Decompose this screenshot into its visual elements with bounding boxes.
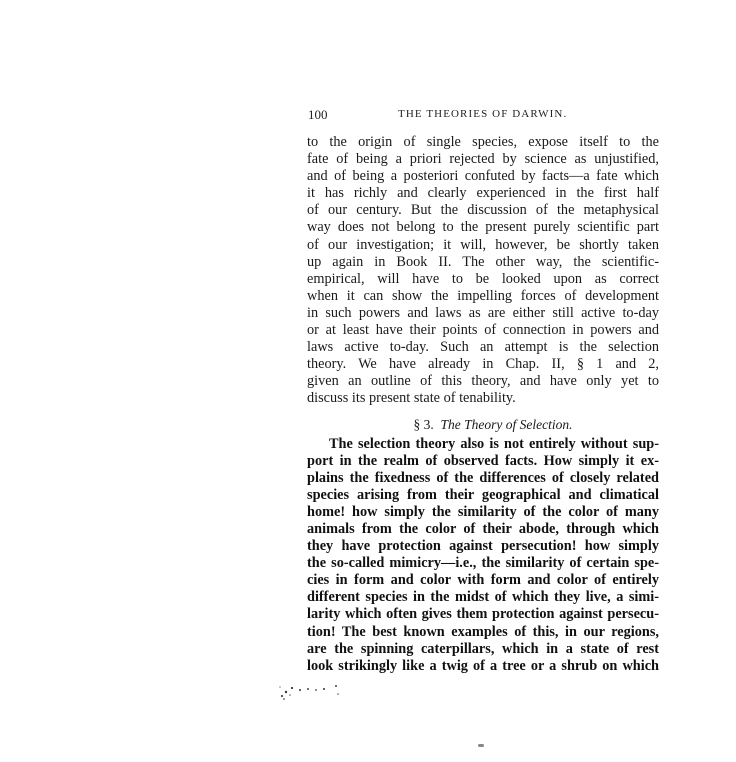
- text-line: cies in form and color with form and color of entirely: [307, 572, 659, 589]
- body-text: [307, 134, 659, 675]
- section-title: The Theory of Selection.: [440, 416, 573, 432]
- text-line: tion! The best known examples of this, in our regions,: [307, 623, 659, 640]
- paragraph-1: [307, 134, 659, 408]
- section-number: § 3.: [413, 416, 434, 432]
- text-line: port in the realm of observed facts. How simply it ex-: [307, 452, 659, 469]
- text-line: different species in the midst of which they live, a simi-: [307, 589, 659, 606]
- text-line: the so-called mimicry—i.e., the similarity of certain spe-: [307, 555, 659, 572]
- text-line: to the origin of single species, expose itself to the: [307, 134, 659, 150]
- text-line: it has richly and clearly experienced in the first half: [307, 185, 659, 202]
- running-title: THE THEORIES OF DARWIN.: [398, 108, 568, 120]
- text-line: species arising from their geographical and climatical: [307, 486, 659, 503]
- text-line: look strikingly like a twig of a tree or a shrub on which: [307, 657, 659, 674]
- text-line: and of being a posteriori confuted by facts—a fate which: [307, 168, 659, 185]
- text-line: are the spinning caterpillars, which in a state of rest: [307, 640, 659, 657]
- text-line: larity which often gives them protection against persecu-: [307, 606, 659, 623]
- section-heading: [307, 413, 659, 435]
- text-line: plains the fixedness of the differences of closely related: [307, 469, 659, 486]
- text-line: or at least have their points of connection in powers and: [307, 322, 659, 339]
- paragraph-2: [307, 436, 659, 675]
- text-line: of our century. But the discussion of the metaphysical: [307, 202, 659, 219]
- text-line: when it can show the impelling forces of development: [307, 287, 659, 304]
- text-line: laws active to-day. Such an attempt is the selection: [307, 339, 659, 356]
- scan-smudge: [478, 744, 484, 747]
- text-line: they have protection against persecution! how simply: [307, 538, 659, 555]
- text-line: fate of being a priori rejected by science as unjustified,: [307, 151, 659, 168]
- text-line: home! how simply the similarity of the color of many: [307, 503, 659, 520]
- text-line: up again in Book II. The other way, the scientific-: [307, 253, 659, 270]
- text-line: in such powers and laws as are either still active to-day: [307, 304, 659, 321]
- text-line: The selection theory also is not entirely without sup-: [329, 435, 659, 452]
- text-line: animals from the color of their abode, through which: [307, 520, 659, 537]
- text-line: empirical, will have to be looked upon as correct: [307, 270, 659, 287]
- text-line: of our investigation; it will, however, be shortly taken: [307, 236, 659, 253]
- page-number: 100: [308, 107, 328, 122]
- text-line: theory. We have already in Chap. II, § 1 and 2,: [307, 356, 659, 373]
- page-header: [306, 107, 658, 125]
- text-line: way does not belong to the present purely scientific part: [307, 219, 659, 236]
- text-line: discuss its present state of tenability.: [307, 390, 516, 407]
- scan-speckles: [278, 682, 358, 702]
- text-line: given an outline of this theory, and have only yet to: [307, 373, 659, 390]
